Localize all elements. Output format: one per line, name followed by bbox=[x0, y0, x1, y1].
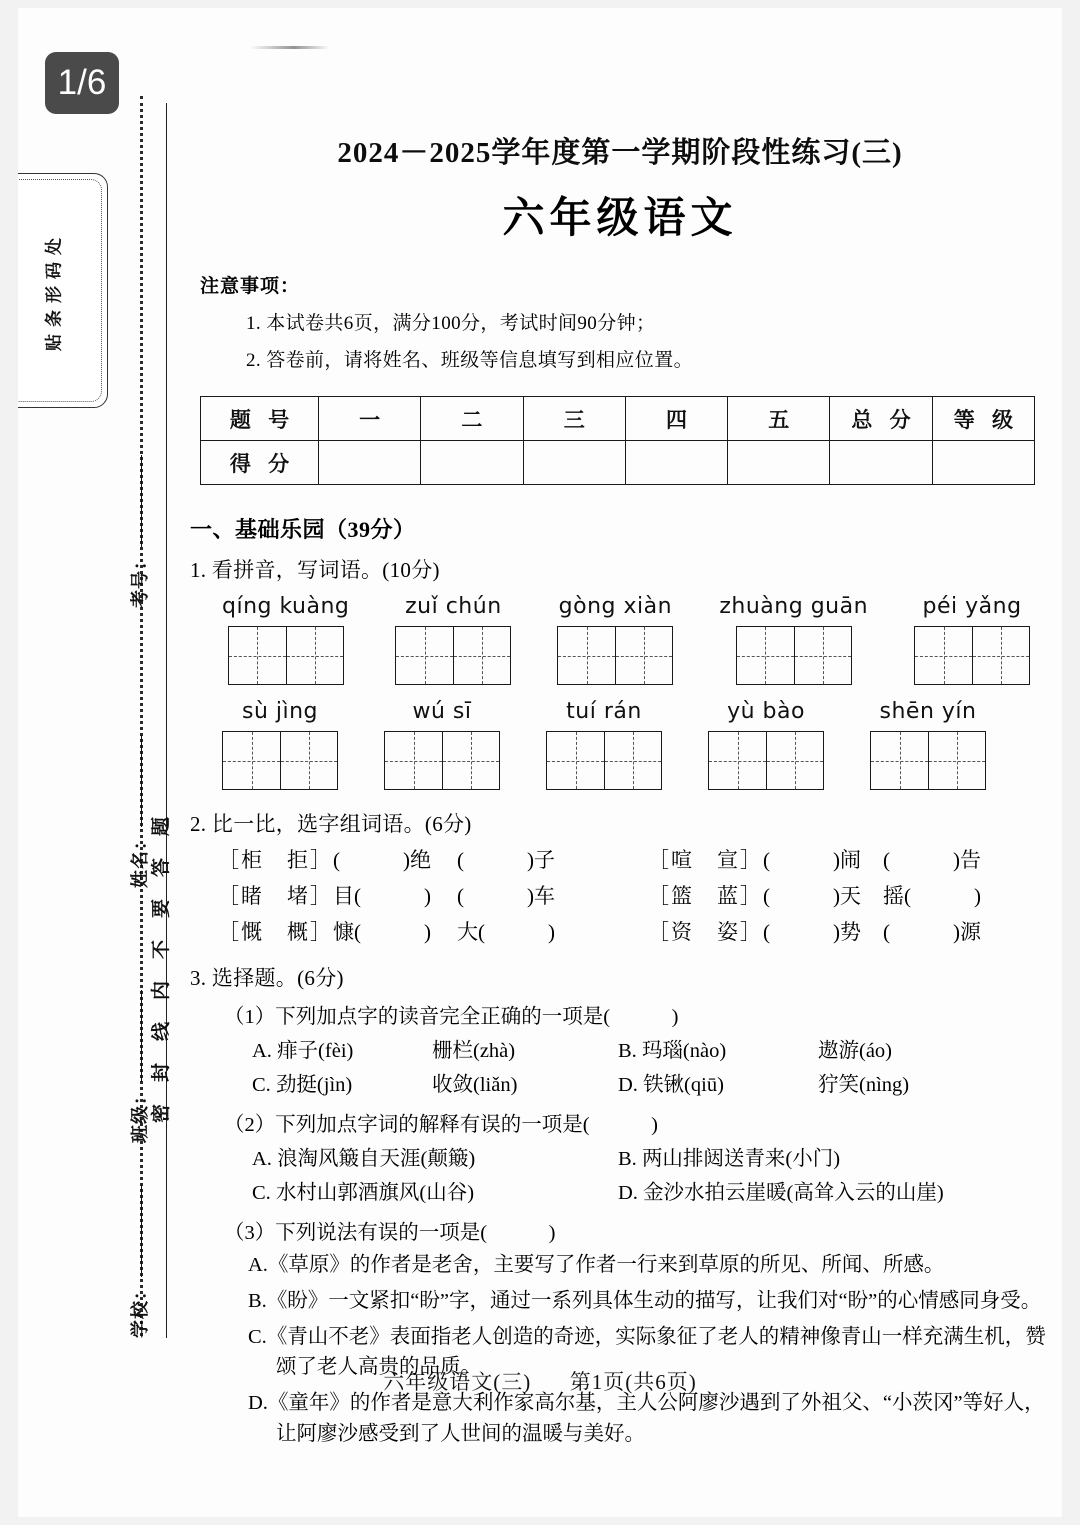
score-cell[interactable] bbox=[728, 441, 830, 485]
pinyin-text: shēn yín bbox=[879, 699, 977, 724]
score-row-label: 得 分 bbox=[201, 441, 319, 485]
grid-cell bbox=[709, 732, 766, 789]
pinyin-text: sù jìng bbox=[241, 699, 319, 724]
pinyin-group bbox=[870, 699, 986, 790]
pinyin-group bbox=[222, 699, 338, 790]
pinyin-group bbox=[222, 594, 349, 685]
tianzige-grid[interactable] bbox=[395, 626, 511, 685]
question-3-3-stem[interactable]: （3）下列说法有误的一项是( ) bbox=[224, 1222, 556, 1244]
score-col-header: 四 bbox=[625, 397, 727, 441]
tianzige-grid[interactable] bbox=[384, 731, 500, 790]
option-c: C. 劲挺(jìn) bbox=[252, 1074, 353, 1096]
compare-row bbox=[218, 880, 1050, 910]
grid-cell bbox=[442, 732, 499, 789]
table-row bbox=[201, 441, 1035, 485]
question-3-1-stem[interactable]: （1）下列加点字的读音完全正确的一项是( ) bbox=[224, 1006, 679, 1028]
notice-item: 2. 答卷前，请将姓名、班级等信息填写到相应位置。 bbox=[246, 350, 694, 371]
pinyin-text: tuí rán bbox=[566, 699, 642, 724]
pinyin-text: zhuàng guān bbox=[719, 594, 869, 619]
option-a-second[interactable]: 栅栏(zhà) bbox=[432, 1040, 516, 1062]
pinyin-text: wú sī bbox=[412, 699, 472, 724]
statement-option-d: D.《童年》的作者是意大利作家高尔基，主人公阿廖沙遇到了外祖父、“小茨冈”等好人，让阿廖沙感受到了人世间的温暖与美好。 bbox=[248, 1392, 1045, 1445]
compare-left bbox=[218, 880, 648, 910]
score-row-label: 题 号 bbox=[201, 397, 319, 441]
blank-word[interactable]: ( )闹 bbox=[763, 848, 861, 872]
compare-right bbox=[648, 916, 981, 946]
score-cell[interactable] bbox=[421, 441, 523, 485]
seal-dotted-line bbox=[140, 96, 143, 1336]
blank-word[interactable]: ( )绝 bbox=[333, 848, 431, 872]
grid-cell bbox=[229, 627, 286, 684]
notice-item: 1. 本试卷共6页，满分100分，考试时间90分钟； bbox=[246, 313, 656, 334]
blank-word[interactable]: ( )源 bbox=[883, 920, 981, 944]
option-b: B. 玛瑙(nào) bbox=[618, 1040, 727, 1062]
notice-heading: 注意事项： bbox=[200, 276, 301, 297]
option-row bbox=[252, 1067, 1050, 1097]
grid-cell bbox=[737, 627, 794, 684]
grid-cell bbox=[558, 627, 615, 684]
grid-cell bbox=[915, 627, 972, 684]
char-bracket: ［喧 宣］ bbox=[648, 848, 763, 872]
option-b-second[interactable]: 遨游(áo) bbox=[818, 1040, 893, 1062]
pinyin-group bbox=[708, 699, 824, 790]
option-row bbox=[252, 1033, 1050, 1063]
option-d: D. 铁锹(qiū) bbox=[618, 1074, 724, 1096]
tianzige-grid[interactable] bbox=[736, 626, 852, 685]
barcode-label: 贴条形码处 bbox=[44, 230, 64, 351]
question-1-prompt: 1. 看拼音，写词语。(10分) bbox=[190, 558, 440, 582]
page-title: 六年级语文 bbox=[502, 196, 738, 242]
score-col-header: 二 bbox=[421, 397, 523, 441]
footer-subject: 六年级语文(三) bbox=[383, 1370, 532, 1394]
pinyin-group bbox=[384, 699, 500, 790]
option-a: A. 浪淘风簸自天涯(颠簸) bbox=[252, 1148, 476, 1170]
pinyin-text: yù bào bbox=[727, 699, 805, 724]
compare-left bbox=[218, 844, 648, 874]
score-col-header: 总 分 bbox=[830, 397, 932, 441]
grid-cell bbox=[604, 732, 661, 789]
field-school: 学校： bbox=[126, 1185, 152, 1338]
blank-word[interactable]: ( )天 bbox=[763, 884, 861, 908]
blank-word[interactable]: 大( ) bbox=[457, 920, 555, 944]
score-col-header: 五 bbox=[728, 397, 830, 441]
compare-left bbox=[218, 916, 648, 946]
main-content bbox=[190, 8, 1050, 1517]
statement-option-b: B.《盼》一文紧扣“盼”字，通过一系列具体生动的描写，让我们对“盼”的心情感同身受。 bbox=[248, 1289, 1042, 1312]
score-cell[interactable] bbox=[830, 441, 932, 485]
table-row bbox=[201, 397, 1035, 441]
pinyin-group bbox=[914, 594, 1030, 685]
option-row bbox=[252, 1175, 1050, 1205]
score-cell[interactable] bbox=[319, 441, 421, 485]
tianzige-grid[interactable] bbox=[914, 626, 1030, 685]
compare-row bbox=[218, 916, 1050, 946]
blank-word[interactable]: ( )告 bbox=[883, 848, 981, 872]
compare-right bbox=[648, 844, 981, 874]
grid-cell bbox=[547, 732, 604, 789]
tianzige-grid[interactable] bbox=[222, 731, 338, 790]
option-a: A. 痱子(fèi) bbox=[252, 1040, 354, 1062]
option-row bbox=[252, 1141, 1050, 1171]
option-b: B. 两山排闼送青来(小门) bbox=[618, 1148, 841, 1170]
score-col-header: 三 bbox=[523, 397, 625, 441]
pinyin-group bbox=[719, 594, 868, 685]
footer-pagination: 第1页(共6页) bbox=[569, 1370, 697, 1394]
tianzige-grid[interactable] bbox=[546, 731, 662, 790]
statement-option-c: C.《青山不老》表面指老人创造的奇迹，实际象征了老人的精神像青山一样充满生机，赞颂了老人高贵的品质。 bbox=[248, 1325, 1046, 1379]
option-d-second[interactable]: 狞笑(nìng) bbox=[818, 1074, 910, 1096]
grid-cell bbox=[280, 732, 337, 789]
score-cell[interactable] bbox=[625, 441, 727, 485]
page-indicator-badge: 1/6 bbox=[45, 52, 119, 114]
tianzige-grid[interactable] bbox=[557, 626, 673, 685]
option-c: C. 水村山郭酒旗风(山谷) bbox=[252, 1182, 475, 1204]
grid-cell bbox=[794, 627, 851, 684]
score-table bbox=[200, 396, 1035, 485]
char-bracket: ［睹 堵］ bbox=[218, 884, 333, 908]
blank-word[interactable]: 慷( ) bbox=[333, 920, 431, 944]
statement-option-a: A.《草原》的作者是老舍，主要写了作者一行来到草原的所见、所闻、所感。 bbox=[248, 1254, 945, 1276]
pinyin-group bbox=[395, 594, 511, 685]
field-class: 班级： bbox=[126, 990, 152, 1143]
grid-cell bbox=[766, 732, 823, 789]
compare-row bbox=[218, 844, 1050, 874]
grid-cell bbox=[223, 732, 280, 789]
pinyin-row-2 bbox=[222, 699, 1050, 790]
field-exam-number: 考号： bbox=[126, 455, 152, 608]
char-bracket: ［慨 概］ bbox=[218, 920, 333, 944]
pinyin-text: qíng kuàng bbox=[222, 594, 350, 619]
grid-cell bbox=[615, 627, 672, 684]
grid-cell bbox=[871, 732, 928, 789]
grid-cell bbox=[385, 732, 442, 789]
grid-cell bbox=[928, 732, 985, 789]
option-d: D. 金沙水拍云崖暖(高耸入云的山崖) bbox=[618, 1182, 944, 1204]
tianzige-grid[interactable] bbox=[870, 731, 986, 790]
grid-cell bbox=[286, 627, 343, 684]
grid-cell bbox=[972, 627, 1029, 684]
char-bracket: ［篮 蓝］ bbox=[648, 884, 763, 908]
exam-page bbox=[18, 8, 1062, 1517]
blank-word[interactable]: ( )子 bbox=[457, 848, 555, 872]
tianzige-grid[interactable] bbox=[228, 626, 344, 685]
grid-cell bbox=[453, 627, 510, 684]
barcode-paste-box bbox=[18, 173, 108, 408]
pinyin-text: gòng xiàn bbox=[558, 594, 673, 619]
score-col-header: 等 级 bbox=[932, 397, 1034, 441]
question-3-prompt: 3. 选择题。(6分) bbox=[190, 966, 344, 990]
pinyin-group bbox=[557, 594, 673, 685]
score-cell[interactable] bbox=[932, 441, 1034, 485]
pinyin-text: péi yǎng bbox=[922, 594, 1022, 619]
seal-line-text: 密封线内不要答题 bbox=[151, 794, 172, 1123]
compare-right bbox=[648, 880, 981, 910]
char-bracket: ［资 姿］ bbox=[648, 920, 763, 944]
seal-line-zone bbox=[18, 8, 188, 1517]
tianzige-grid[interactable] bbox=[708, 731, 824, 790]
question-2-prompt: 2. 比一比，选字组词语。(6分) bbox=[190, 812, 472, 836]
blank-word[interactable]: 摇( ) bbox=[883, 884, 981, 908]
blank-word[interactable]: ( )势 bbox=[763, 920, 861, 944]
blank-word[interactable]: ( )车 bbox=[457, 884, 555, 908]
blank-word[interactable]: 目( ) bbox=[333, 884, 431, 908]
score-col-header: 一 bbox=[319, 397, 421, 441]
section-title-1: 一、基础乐园（39分） bbox=[190, 517, 416, 542]
score-cell[interactable] bbox=[523, 441, 625, 485]
page-footer bbox=[18, 1366, 1062, 1396]
char-bracket: ［柜 拒］ bbox=[218, 848, 333, 872]
question-3-2-stem[interactable]: （2）下列加点字词的解释有误的一项是( ) bbox=[224, 1114, 658, 1136]
seal-solid-line bbox=[166, 103, 167, 1338]
field-student-name: 姓名： bbox=[126, 735, 152, 888]
pinyin-row-1 bbox=[222, 594, 1050, 685]
grid-cell bbox=[396, 627, 453, 684]
option-c-second[interactable]: 收敛(liǎn) bbox=[432, 1074, 518, 1096]
pinyin-group bbox=[546, 699, 662, 790]
exam-subtitle: 2024－2025学年度第一学期阶段性练习(三) bbox=[337, 137, 903, 169]
pinyin-text: zuǐ chún bbox=[405, 594, 502, 619]
